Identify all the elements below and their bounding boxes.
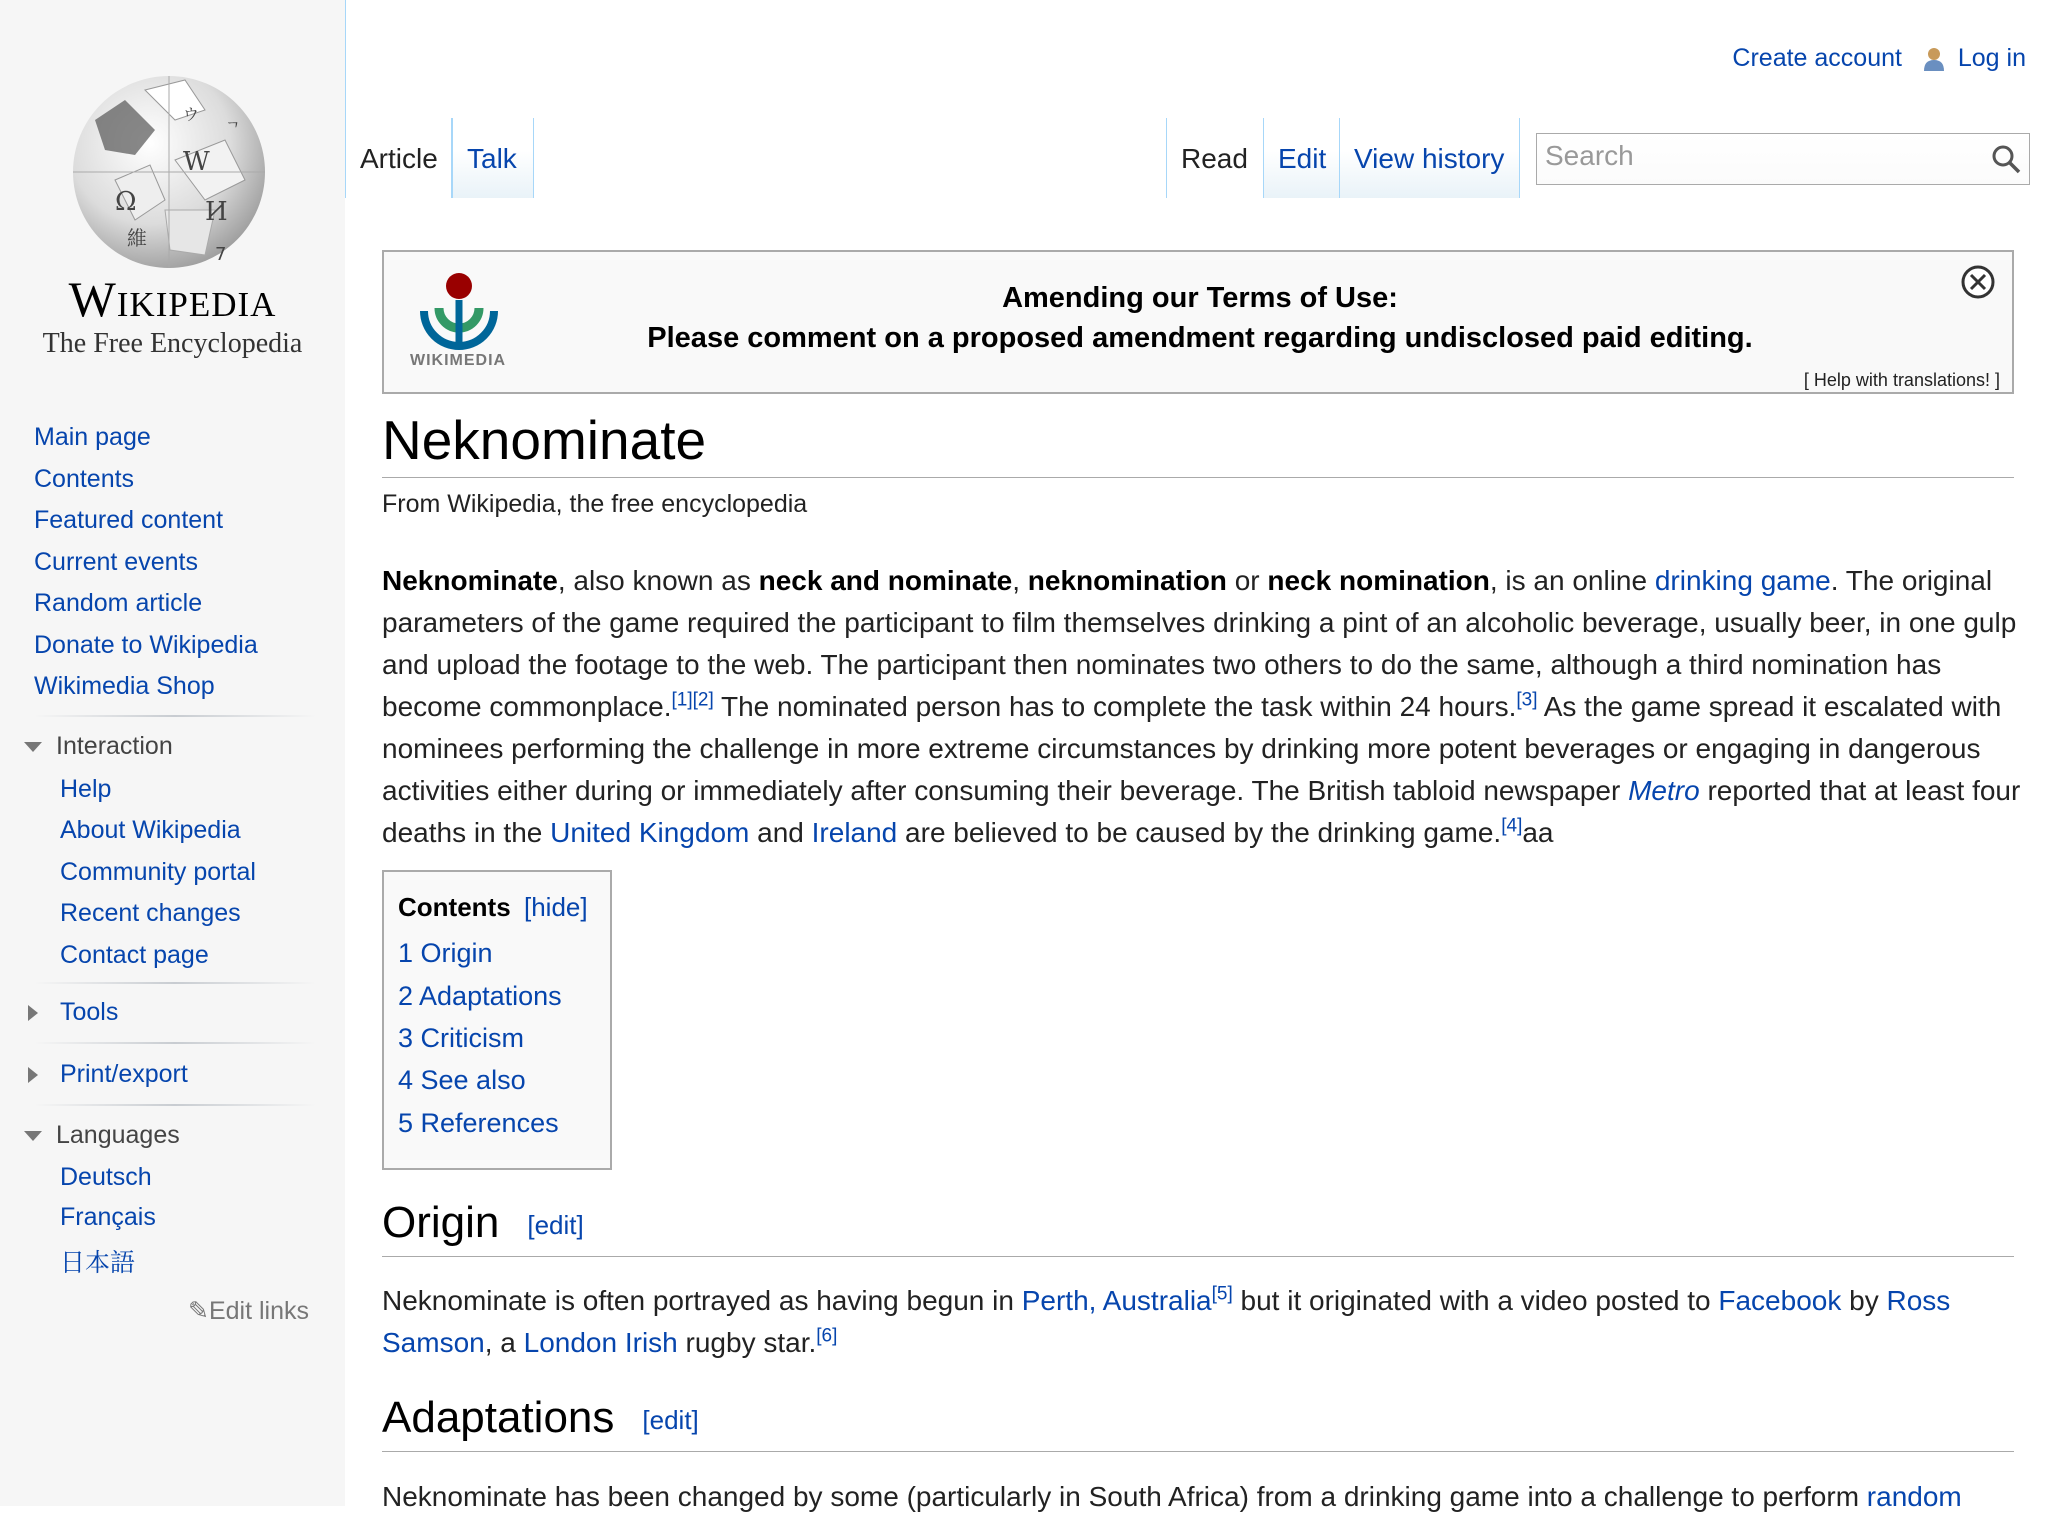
origin-paragraph xyxy=(382,1280,2022,1364)
search-input[interactable] xyxy=(1536,133,2030,185)
section-title: Origin xyxy=(382,1198,500,1247)
globe-glyph-7: 7 xyxy=(215,244,227,265)
table-of-contents xyxy=(382,870,612,1170)
tab-article-label: Article xyxy=(360,143,438,174)
globe-glyph-i: И xyxy=(205,197,228,227)
create-account-link[interactable]: Create account xyxy=(1732,44,1902,72)
text: Neknominate is often portrayed as having begun in xyxy=(382,1285,1022,1316)
title-underline xyxy=(382,477,2014,478)
section-edit-link[interactable]: [edit] xyxy=(527,1209,584,1240)
portal-interaction[interactable] xyxy=(24,732,173,761)
portal-tools-label: Tools xyxy=(60,998,119,1026)
term-neknominate: Neknominate xyxy=(382,565,558,596)
toc-item-adaptations[interactable]: 2 Adaptations xyxy=(398,981,562,1011)
portal-interaction-label: Interaction xyxy=(56,732,173,760)
intro-paragraph xyxy=(382,560,2022,854)
text: or xyxy=(1226,565,1268,596)
expand-arrow-icon xyxy=(28,1067,38,1083)
pencil-icon: ✎ xyxy=(188,1297,209,1325)
nav-about-wikipedia[interactable]: About Wikipedia xyxy=(60,816,241,844)
section-underline xyxy=(382,1451,2014,1452)
edit-links-label: Edit links xyxy=(208,1297,309,1325)
text: rugby star. xyxy=(677,1327,817,1358)
link-united-kingdom[interactable]: United Kingdom xyxy=(550,817,750,848)
link-ireland[interactable]: Ireland xyxy=(811,817,898,848)
section-edit-link[interactable]: [edit] xyxy=(642,1404,699,1435)
text: The nominated person has to complete the task within 24 hours. xyxy=(713,691,1517,722)
portal-tools[interactable] xyxy=(24,998,118,1027)
text: and xyxy=(749,817,812,848)
link-metro[interactable]: Metro xyxy=(1628,775,1700,806)
toc-item-see-also[interactable]: 4 See also xyxy=(398,1065,526,1095)
lang-japanese[interactable]: 日本語 xyxy=(60,1249,136,1277)
globe-glyph-k: ᄀ xyxy=(225,120,241,139)
text: , xyxy=(1012,565,1028,596)
link-london-irish[interactable]: London Irish xyxy=(523,1327,678,1358)
text: , also known as xyxy=(557,565,759,596)
text: aa xyxy=(1522,817,1554,848)
globe-glyph-w: W xyxy=(183,147,210,177)
globe-glyph-wei: 維 xyxy=(127,226,147,250)
wikipedia-wordmark[interactable]: Wikipedia xyxy=(68,271,277,327)
sidebar-divider xyxy=(34,1042,316,1044)
toc-hide-toggle[interactable]: [hide] xyxy=(524,892,588,922)
text: . The original parameters of the game required the participant to film themselves drinking a pint of an alcoholic beverage, usually beer, in one gulp and upload the footage to the web. The participant then nominates two others to do the same, although a third nomination has become commonplace. xyxy=(382,565,2017,722)
nav-community-portal[interactable]: Community portal xyxy=(60,858,256,886)
nav-donate[interactable]: Donate to Wikipedia xyxy=(34,631,258,659)
citation[interactable]: [4] xyxy=(1501,815,1523,837)
nav-contents[interactable]: Contents xyxy=(34,465,135,493)
toc-item-references[interactable]: 5 References xyxy=(398,1108,559,1138)
term-bold: neck and nominate xyxy=(758,565,1013,596)
text: but it originated with a video posted to xyxy=(1232,1285,1719,1316)
log-in-link[interactable]: Log in xyxy=(1957,44,2026,72)
citation[interactable]: [5] xyxy=(1211,1283,1233,1305)
sidebar-divider xyxy=(34,1104,316,1106)
citation[interactable]: [3] xyxy=(1516,689,1538,711)
link-facebook[interactable]: Facebook xyxy=(1718,1285,1842,1316)
sidebar-divider xyxy=(34,715,316,717)
nav-recent-changes[interactable]: Recent changes xyxy=(60,899,241,927)
toc-title: Contents xyxy=(398,892,511,922)
site-notice-banner xyxy=(382,250,2014,394)
nav-contact-page[interactable]: Contact page xyxy=(60,941,209,969)
nav-main-page[interactable]: Main page xyxy=(34,423,151,451)
sidebar xyxy=(0,0,346,1506)
text: As the game spread it escalated with nominees performing the challenge in more extreme circumstances by drinking more potent beverages or engaging in dangerous activities either during or immediately after consuming their beverage. The British tabloid newspaper xyxy=(382,691,2002,806)
close-icon[interactable] xyxy=(1960,264,1996,300)
section-underline xyxy=(382,1256,2014,1257)
banner-title[interactable]: Amending our Terms of Use: xyxy=(1002,282,1398,314)
toc-item-criticism[interactable]: 3 Criticism xyxy=(398,1023,524,1053)
wikipedia-tagline: The Free Encyclopedia xyxy=(42,328,303,359)
text: are believed to be caused by the drinking game. xyxy=(897,817,1502,848)
text: by xyxy=(1841,1285,1887,1316)
personal-tools xyxy=(1732,44,2026,73)
lang-deutsch[interactable]: Deutsch xyxy=(60,1163,152,1191)
main-content xyxy=(345,198,2048,1512)
term-bold: neknomination xyxy=(1027,565,1227,596)
page-title: Neknominate xyxy=(382,409,707,471)
banner-subtitle[interactable]: Please comment on a proposed amendment regarding undisclosed paid editing. xyxy=(647,322,1753,354)
globe-glyph-u: ウ xyxy=(183,105,200,124)
banner-help-link[interactable]: [ Help with translations! ] xyxy=(1803,370,2000,390)
search-icon[interactable] xyxy=(1991,144,2021,174)
link-perth-australia[interactable]: Perth, Australia xyxy=(1021,1285,1212,1316)
toc-item-origin[interactable]: 1 Origin xyxy=(398,938,493,968)
collapse-arrow-icon xyxy=(24,742,42,752)
nav-featured-content[interactable]: Featured content xyxy=(34,506,224,534)
link-drinking-game[interactable]: drinking game xyxy=(1654,565,1831,596)
search-placeholder: Search xyxy=(1545,140,1634,171)
citation[interactable]: [1][2] xyxy=(671,689,714,711)
citation[interactable]: [6] xyxy=(816,1325,838,1347)
text: reported that at least four deaths in the xyxy=(382,775,2021,848)
portal-languages[interactable] xyxy=(24,1121,180,1150)
sidebar-divider xyxy=(34,982,316,984)
section-heading-adaptations xyxy=(382,1393,699,1443)
tab-edit[interactable] xyxy=(1264,118,1340,200)
nav-random-article[interactable]: Random article xyxy=(34,589,203,617)
adaptations-paragraph xyxy=(382,1476,2022,1518)
edit-links[interactable] xyxy=(188,1296,309,1326)
tab-view-history[interactable] xyxy=(1340,118,1520,200)
term-bold: neck nomination xyxy=(1267,565,1490,596)
portal-languages-label: Languages xyxy=(56,1121,180,1149)
expand-arrow-icon xyxy=(28,1005,38,1021)
collapse-arrow-icon xyxy=(24,1131,42,1141)
tab-view-history-label: View history xyxy=(1354,143,1505,174)
tab-edit-label: Edit xyxy=(1278,143,1327,174)
lang-francais[interactable]: Français xyxy=(60,1203,156,1231)
text: Neknominate has been changed by some (particularly in South Africa) from a drinking game into a challenge to perform xyxy=(382,1481,1867,1512)
link-random[interactable]: random xyxy=(1866,1481,1962,1512)
wikimedia-logo-text: WIKIMEDIA xyxy=(410,352,507,369)
section-title: Adaptations xyxy=(382,1393,615,1442)
tab-article[interactable] xyxy=(346,118,452,200)
text: , a xyxy=(484,1327,524,1358)
tab-read-label: Read xyxy=(1181,143,1248,174)
globe-glyph-omega: Ω xyxy=(115,187,137,217)
page-subtitle: From Wikipedia, the free encyclopedia xyxy=(382,490,808,518)
nav-current-events[interactable]: Current events xyxy=(34,548,198,576)
nav-help[interactable]: Help xyxy=(60,775,112,803)
portal-print-export-label: Print/export xyxy=(60,1060,188,1088)
wikipedia-globe-logo[interactable] xyxy=(55,60,283,270)
text: , is an online xyxy=(1489,565,1655,596)
tab-talk-label: Talk xyxy=(467,143,517,174)
tab-read[interactable] xyxy=(1166,118,1264,200)
nav-wikimedia-shop[interactable]: Wikimedia Shop xyxy=(34,672,215,700)
portal-print-export[interactable] xyxy=(24,1060,188,1089)
link-ross-samson[interactable]: Ross Samson xyxy=(382,1285,1951,1358)
tab-talk[interactable] xyxy=(452,118,534,200)
section-heading-origin xyxy=(382,1198,584,1248)
user-icon xyxy=(1923,47,1945,71)
